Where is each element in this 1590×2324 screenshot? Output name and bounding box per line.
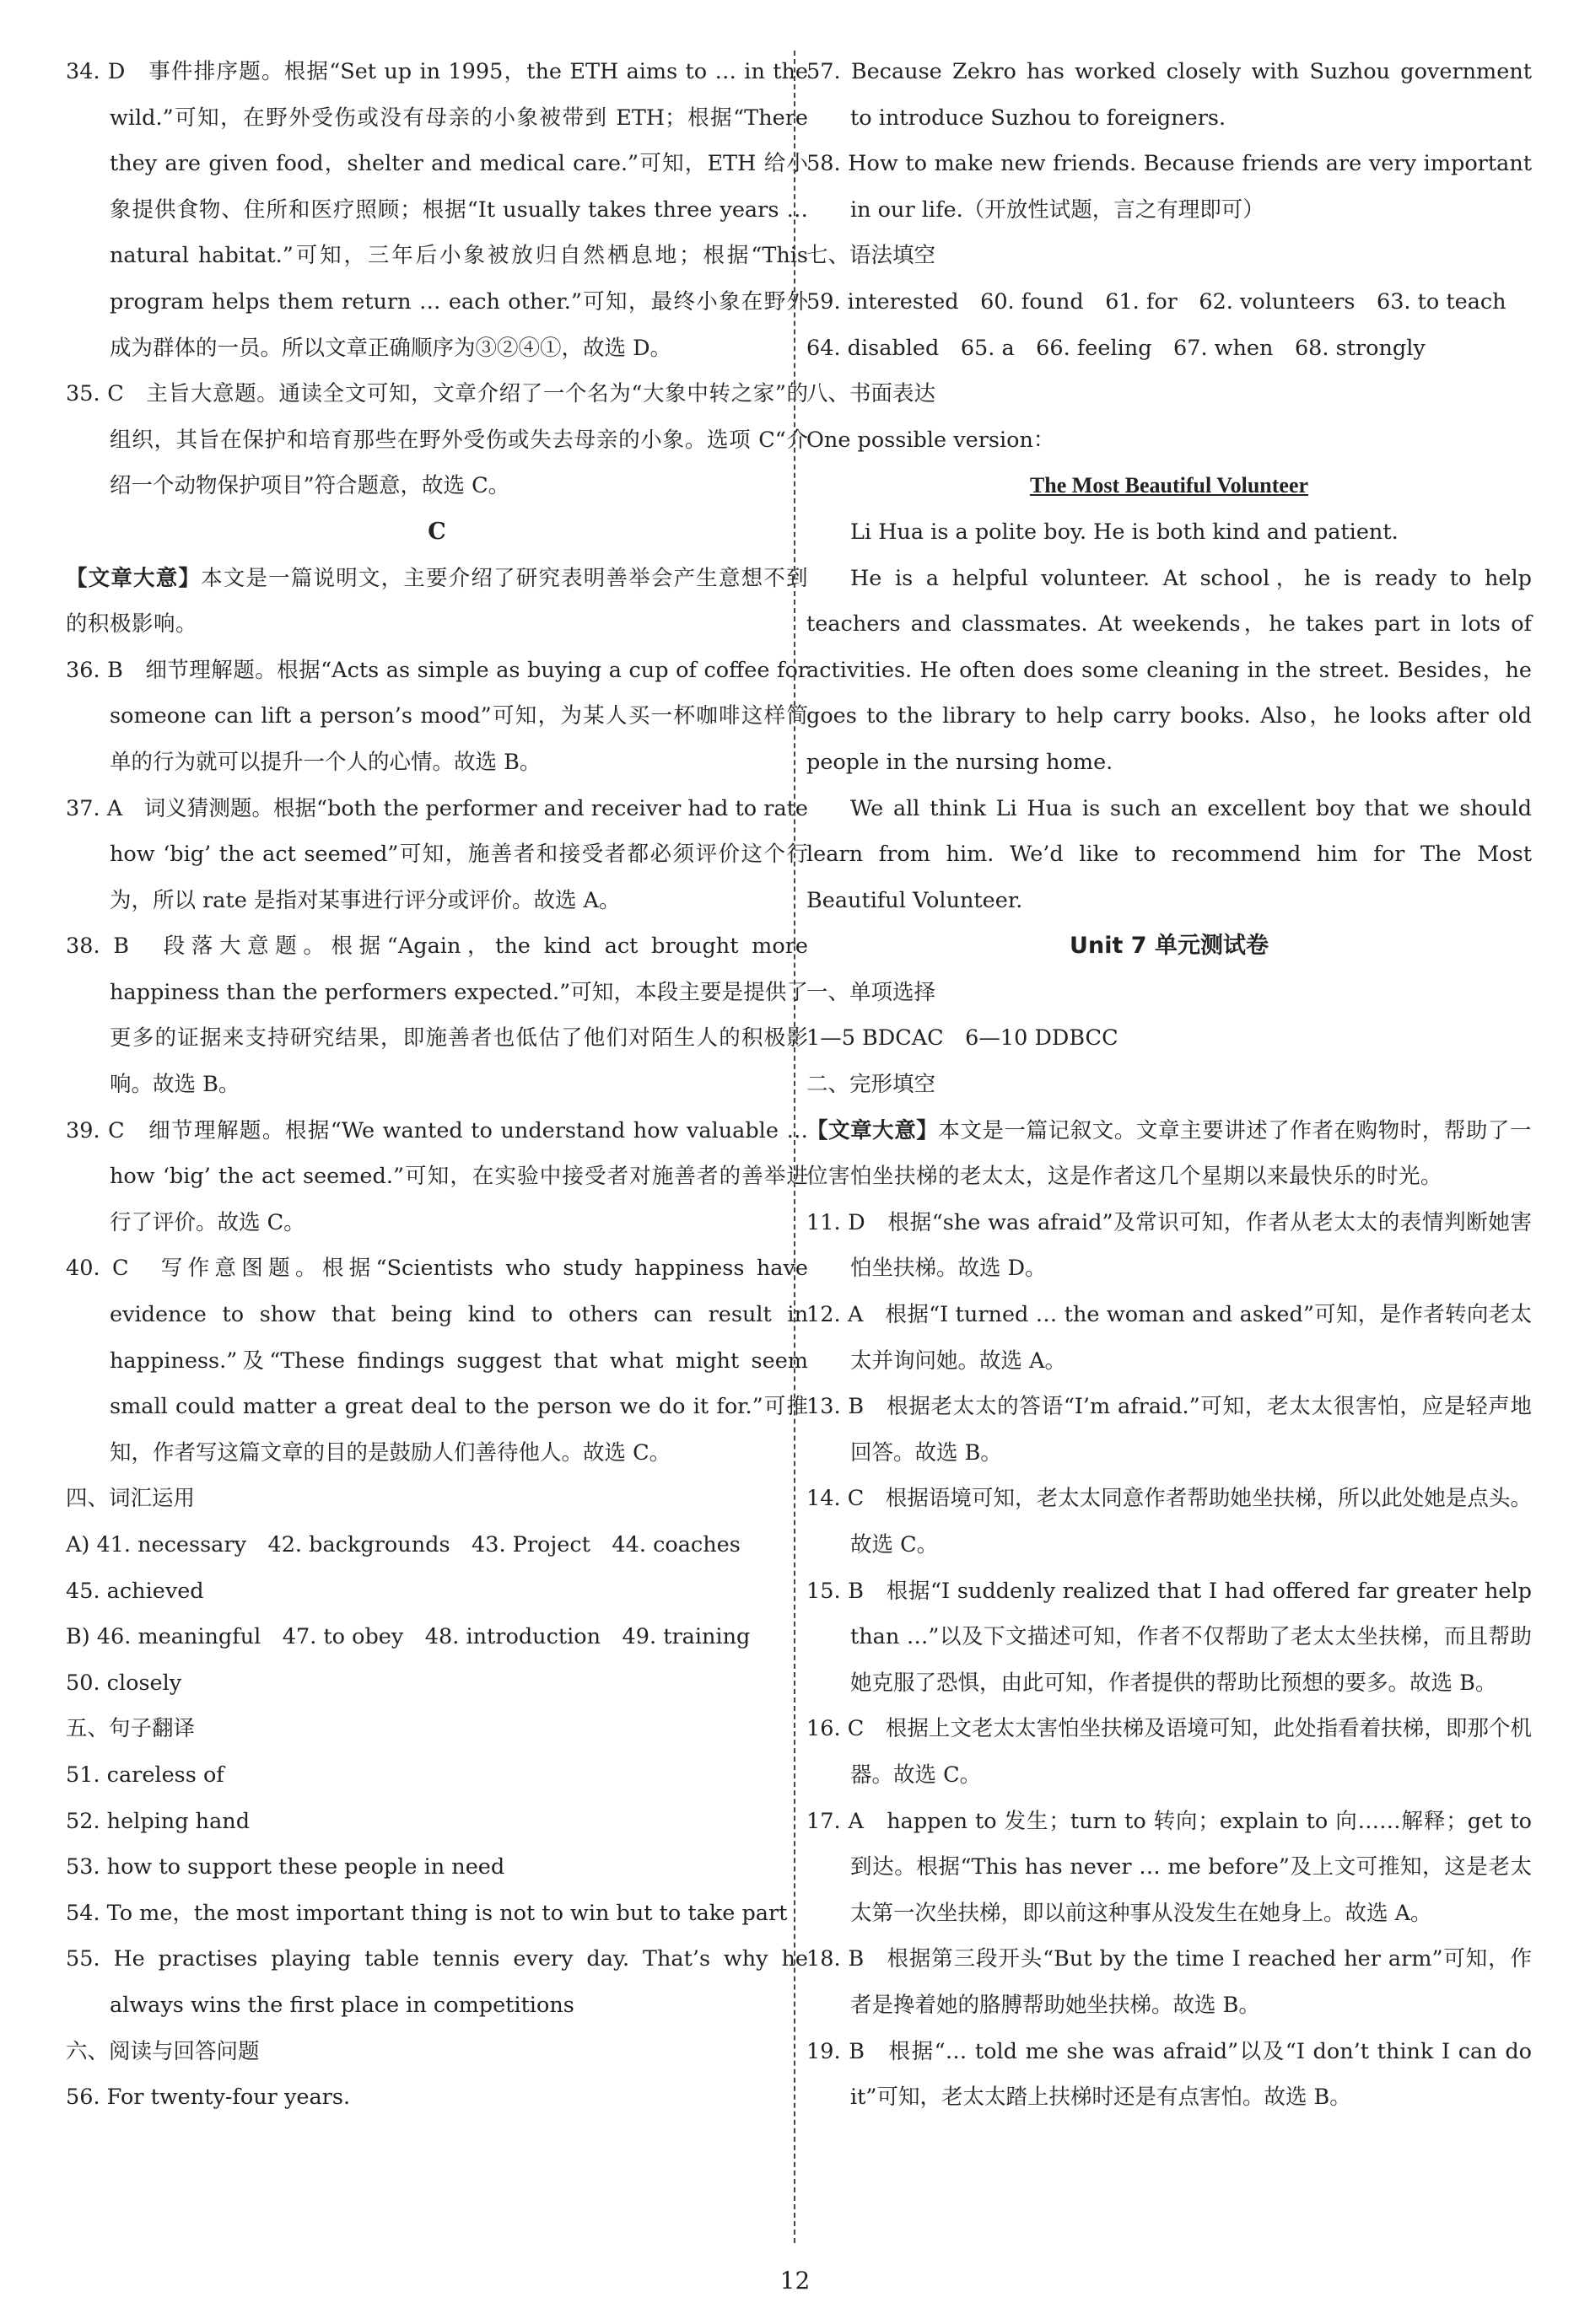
right-paragraph-24	[806, 2029, 1532, 2121]
paragraph-text: 16. C 根据上文老太太害怕坐扶梯及语境可知，此处指看着扶梯，即那个机器。故选 C。	[806, 1716, 1532, 1788]
right-paragraph-1	[806, 141, 1532, 233]
paragraph-text: 八、书面表达	[806, 381, 936, 407]
paragraph-text: 14. C 根据语境可知，老太太同意作者帮助她坐扶梯，所以此处她是点头。故选 C。	[806, 1486, 1532, 1557]
left-paragraph-14	[66, 1706, 808, 1752]
right-paragraph-19	[806, 1476, 1532, 1568]
right-paragraph-16	[806, 1200, 1532, 1292]
paragraph-text: 45. achieved	[66, 1578, 204, 1604]
right-paragraph-17	[806, 1292, 1532, 1384]
paragraph-text: 1—5 BDCAC 6—10 DDBCC	[806, 1025, 1118, 1052]
paragraph-text: 13. B 根据老太太的答语“I’m afraid.”可知，老太太很害怕，应是轻声地回答。故选 B。	[806, 1394, 1532, 1466]
left-paragraph-1	[66, 371, 808, 509]
right-paragraph-9	[806, 556, 1532, 786]
paragraph-text: 11. D 根据“she was afraid”及常识可知，作者从老太太的表情判断她害怕坐扶梯。故选 D。	[806, 1209, 1532, 1282]
paragraph-text: One possible version：	[806, 427, 1055, 453]
paragraph-text: 54. To me，the most important thing is not to win but to take part	[66, 1900, 788, 1926]
left-paragraph-21	[66, 2074, 808, 2121]
left-paragraph-6	[66, 923, 808, 1107]
left-paragraph-16	[66, 1799, 808, 1845]
paragraph-text: 四、词汇运用	[66, 1486, 196, 1512]
right-paragraph-8	[806, 509, 1532, 556]
paragraph-text: 39. C 细节理解题。根据“We wanted to understand how valuable … how ‘big’ the act seemed.”可知，在实验中接受者对施善者的善举进行了评价。故选 C。	[66, 1117, 808, 1235]
paragraph-text: 55. He practises playing table tennis every day. That’s why he always wins the first place in competitions	[66, 1946, 808, 2018]
paragraph-text: 12. A 根据“I turned … the woman and asked”可知，是作者转向老太太并询问她。故选 A。	[806, 1302, 1532, 1374]
paragraph-text: Li Hua is a polite boy. He is both kind and patient.	[850, 519, 1399, 545]
right-paragraph-7	[806, 463, 1532, 509]
right-column	[806, 49, 1532, 2121]
paragraph-text: He is a helpful volunteer. At school，he is ready to help teachers and classmates. At weekends，he takes part in lots of activities. He often does some cleaning in the street. Besides，he goes to the library to help carry books. Also，he looks after old people in the nursing home.	[806, 565, 1532, 775]
right-paragraph-3	[806, 279, 1532, 325]
left-paragraph-7	[66, 1108, 808, 1246]
left-paragraph-5	[66, 786, 808, 924]
right-paragraph-4	[806, 325, 1532, 372]
paragraph-text: 59. interested 60. found 61. for 62. volunteers 63. to teach	[806, 288, 1506, 315]
right-paragraph-11	[806, 923, 1532, 970]
paragraph-text: A) 41. necessary 42. backgrounds 43. Project 44. coaches	[66, 1532, 741, 1557]
right-paragraph-13	[806, 1015, 1532, 1062]
paragraph-text: 本文是一篇说明文，主要介绍了研究表明善举会产生意想不到的积极影响。	[66, 565, 808, 637]
paragraph-text: C	[428, 518, 446, 545]
left-paragraph-19	[66, 1936, 808, 2028]
paragraph-text: 七、语法填空	[806, 243, 936, 269]
left-paragraph-3	[66, 556, 808, 648]
right-paragraph-22	[806, 1799, 1532, 1937]
left-paragraph-9	[66, 1476, 808, 1522]
right-paragraph-10	[806, 786, 1532, 924]
paragraph-text: 56. For twenty-four years.	[66, 2085, 351, 2111]
right-paragraph-12	[806, 970, 1532, 1016]
paragraph-text: 35. C 主旨大意题。通读全文可知，文章介绍了一个名为“大象中转之家”的组织，其旨在保护和培育那些在野外受伤或失去母亲的小象。选项 C“介绍一个动物保护项目”符合题意，故选 C。	[66, 381, 808, 499]
paragraph-text: We all think Li Hua is such an excellent boy that we should learn from him. We’d like to recommend him for The Most Beautiful Volunteer.	[806, 795, 1532, 913]
left-paragraph-18	[66, 1891, 808, 1937]
right-paragraph-21	[806, 1706, 1532, 1798]
right-paragraph-5	[806, 371, 1532, 417]
page-number: 12	[779, 2267, 811, 2294]
paragraph-text: 64. disabled 65. a 66. feeling 67. when 68. strongly	[806, 335, 1426, 361]
left-paragraph-15	[66, 1752, 808, 1799]
right-paragraph-2	[806, 233, 1532, 279]
summary-label: 【文章大意】	[806, 1117, 939, 1143]
left-paragraph-4	[66, 648, 808, 786]
right-paragraph-0	[806, 49, 1532, 141]
left-paragraph-10	[66, 1522, 808, 1568]
left-paragraph-11	[66, 1568, 808, 1615]
left-paragraph-20	[66, 2029, 808, 2075]
right-paragraph-14	[806, 1062, 1532, 1108]
summary-label: 【文章大意】	[66, 565, 202, 591]
paragraph-text: 36. B 细节理解题。根据“Acts as simple as buying a cup of coffee for someone can lift a person’s mood”可知，为某人买一杯咖啡这样简单的行为就可以提升一个人的心情。故选 B。	[66, 657, 808, 775]
paragraph-text: 六、阅读与回答问题	[66, 2038, 260, 2064]
paragraph-text: 五、句子翻译	[66, 1716, 196, 1742]
left-column	[66, 49, 808, 2121]
column-divider	[794, 51, 795, 2243]
paragraph-text: 58. How to make new friends. Because friends are very important in our life.（开放性试题，言之有理即可）	[806, 151, 1532, 223]
paragraph-text: 一、单项选择	[806, 979, 936, 1005]
paragraph-text: 51. careless of	[66, 1762, 224, 1788]
paragraph-text: 34. D 事件排序题。根据“Set up in 1995，the ETH aims to … in the wild.”可知，在野外受伤或没有母亲的小象被带到 ETH；根据“There they are given food，shelter and medical care.”可知，ETH 给小象提供食物、住所和医疗照顾；根据“It usually takes three years … natural habitat.”可知，三年后小象被放归自然栖息地；根据“This program helps them return … each other.”可知，最终小象在野外成为群体的一员。所以文章正确顺序为③②④①，故选 D。	[66, 59, 808, 361]
right-paragraph-20	[806, 1568, 1532, 1707]
paragraph-text: 50. closely	[66, 1670, 182, 1696]
left-paragraph-12	[66, 1614, 808, 1660]
right-paragraph-23	[806, 1936, 1532, 2028]
paragraph-text: 15. B 根据“I suddenly realized that I had offered far greater help than …”以及下文描述可知，作者不仅帮助了老太太坐扶梯，而且帮助她克服了恐惧，由此可知，作者提供的帮助比预想的要多。故选 B。	[806, 1578, 1532, 1696]
paragraph-text: 57. Because Zekro has worked closely with Suzhou government to introduce Suzhou to foreigners.	[806, 59, 1532, 131]
paragraph-text: B) 46. meaningful 47. to obey 48. introduction 49. training	[66, 1624, 751, 1650]
paragraph-text: 19. B 根据“… told me she was afraid”以及“I don’t think I can do it”可知，老太太踏上扶梯时还是有点害怕。故选 B。	[806, 2038, 1532, 2111]
paragraph-text: 40. C 写作意图题。根据“Scientists who study happiness have evidence to show that being kind to others can result in happiness.”及“These findings suggest that what might seem small could matter a great deal to the person we do it for.”可推知，作者写这篇文章的目的是鼓励人们善待他人。故选 C。	[66, 1256, 808, 1466]
left-paragraph-8	[66, 1245, 808, 1476]
left-paragraph-2	[66, 509, 808, 556]
paragraph-text: 二、完形填空	[806, 1072, 936, 1098]
paragraph-text: 17. A happen to 发生；turn to 转向；explain to 向……解释；get to 到达。根据“This has never … me before”及上文可推知，这是老太太第一次坐扶梯，即以前这种事从没发生在她身上。故选 A。	[806, 1808, 1532, 1926]
paragraph-text: 18. B 根据第三段开头“But by the time I reached her arm”可知，作者是搀着她的胳膊帮助她坐扶梯。故选 B。	[806, 1946, 1532, 2018]
left-paragraph-13	[66, 1660, 808, 1707]
paragraph-text: The Most Beautiful Volunteer	[1029, 473, 1309, 498]
left-paragraph-17	[66, 1844, 808, 1891]
paragraph-text: 38. B 段落大意题。根据“Again，the kind act brought more happiness than the performers expected.”可知，本段主要是提供了更多的证据来支持研究结果，即施善者也低估了他们对陌生人的积极影响。故选 B。	[66, 933, 808, 1098]
right-paragraph-15	[806, 1108, 1532, 1200]
paragraph-text: 52. helping hand	[66, 1808, 251, 1834]
right-paragraph-6	[806, 417, 1532, 464]
paragraph-text: Unit 7 单元测试卷	[1070, 933, 1269, 960]
paragraph-text: 37. A 词义猜测题。根据“both the performer and receiver had to rate how ‘big’ the act seemed”可知，施善者和接受者都必须评价这个行为，所以 rate 是指对某事进行评分或评价。故选 A。	[66, 795, 808, 913]
right-paragraph-18	[806, 1384, 1532, 1476]
left-paragraph-0	[66, 49, 808, 371]
paragraph-text: 53. how to support these people in need	[66, 1854, 505, 1880]
paragraph-text: 本文是一篇记叙文。文章主要讲述了作者在购物时，帮助了一位害怕坐扶梯的老太太，这是作者这几个星期以来最快乐的时光。	[806, 1117, 1532, 1190]
